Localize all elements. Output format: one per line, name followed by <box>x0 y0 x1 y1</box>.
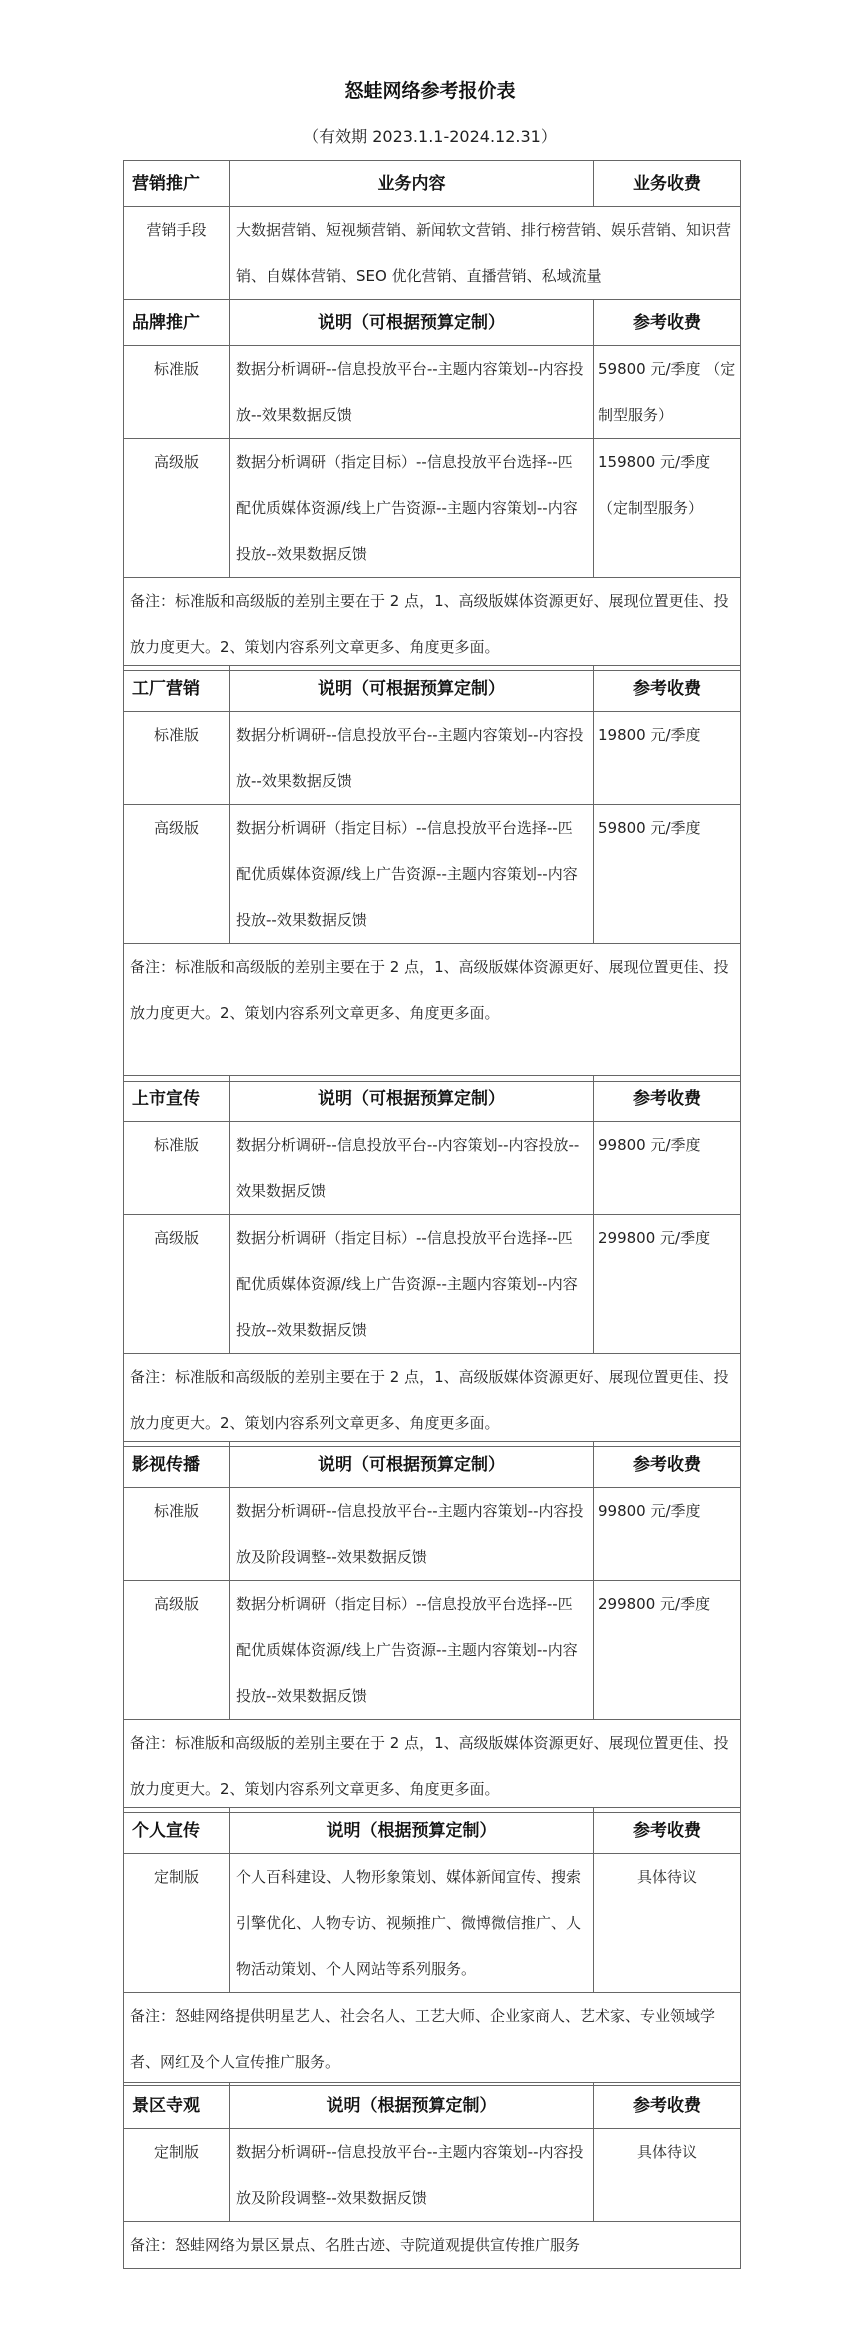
brand-adv-label: 高级版 <box>124 439 230 578</box>
personal-header: 个人宣传 <box>124 1808 230 1854</box>
scenic-desc-header: 说明（根据预算定制） <box>230 2083 594 2129</box>
scenic-header: 景区寺观 <box>124 2083 230 2129</box>
factory-header: 工厂营销 <box>124 666 230 712</box>
personal-note: 备注：怒蛙网络提供明星艺人、社会名人、工艺大师、企业家商人、艺术家、专业领域学者、网红及个人宣传推广服务。 <box>124 1993 741 2086</box>
marketing-table <box>123 160 741 300</box>
scenic-fee-header: 参考收费 <box>594 2083 741 2129</box>
film-adv-desc: 数据分析调研（指定目标）--信息投放平台选择--匹配优质媒体资源/线上广告资源--主题内容策划--内容投放--效果数据反馈 <box>230 1581 594 1720</box>
scenic-row-desc: 数据分析调研--信息投放平台--主题内容策划--内容投放及阶段调整--效果数据反馈 <box>230 2129 594 2222</box>
film-fee-header: 参考收费 <box>594 1442 741 1488</box>
factory-table <box>123 665 741 1082</box>
listing-note: 备注：标准版和高级版的差别主要在于 2 点，1、高级版媒体资源更好、展现位置更佳、投放力度更大。2、策划内容系列文章更多、角度更多面。 <box>124 1354 741 1447</box>
personal-row-label: 定制版 <box>124 1854 230 1993</box>
listing-desc-header: 说明（可根据预算定制） <box>230 1076 594 1122</box>
film-std-desc: 数据分析调研--信息投放平台--主题内容策划--内容投放及阶段调整--效果数据反馈 <box>230 1488 594 1581</box>
listing-adv-desc: 数据分析调研（指定目标）--信息投放平台选择--匹配优质媒体资源/线上广告资源--主题内容策划--内容投放--效果数据反馈 <box>230 1215 594 1354</box>
brand-adv-desc: 数据分析调研（指定目标）--信息投放平台选择--匹配优质媒体资源/线上广告资源--主题内容策划--内容投放--效果数据反馈 <box>230 439 594 578</box>
scenic-row-label: 定制版 <box>124 2129 230 2222</box>
scenic-row-fee: 具体待议 <box>594 2129 741 2222</box>
film-std-label: 标准版 <box>124 1488 230 1581</box>
film-table <box>123 1441 741 1813</box>
film-note: 备注：标准版和高级版的差别主要在于 2 点，1、高级版媒体资源更好、展现位置更佳、投放力度更大。2、策划内容系列文章更多、角度更多面。 <box>124 1720 741 1813</box>
listing-adv-fee: 299800 元/季度 <box>594 1215 741 1354</box>
brand-header: 品牌推广 <box>124 300 230 346</box>
listing-table <box>123 1075 741 1447</box>
brand-std-label: 标准版 <box>124 346 230 439</box>
listing-std-fee: 99800 元/季度 <box>594 1122 741 1215</box>
personal-row-fee: 具体待议 <box>594 1854 741 1993</box>
listing-std-desc: 数据分析调研--信息投放平台--内容策划--内容投放--效果数据反馈 <box>230 1122 594 1215</box>
factory-std-label: 标准版 <box>124 712 230 805</box>
listing-fee-header: 参考收费 <box>594 1076 741 1122</box>
factory-adv-label: 高级版 <box>124 805 230 944</box>
marketing-content-header: 业务内容 <box>230 161 594 207</box>
factory-fee-header: 参考收费 <box>594 666 741 712</box>
scenic-table <box>123 2082 741 2269</box>
listing-std-label: 标准版 <box>124 1122 230 1215</box>
brand-std-fee: 59800 元/季度 （定制型服务） <box>594 346 741 439</box>
personal-desc-header: 说明（根据预算定制） <box>230 1808 594 1854</box>
marketing-fee-header: 业务收费 <box>594 161 741 207</box>
factory-note: 备注：标准版和高级版的差别主要在于 2 点，1、高级版媒体资源更好、展现位置更佳、投放力度更大。2、策划内容系列文章更多、角度更多面。 <box>124 944 741 1082</box>
factory-std-desc: 数据分析调研--信息投放平台--主题内容策划--内容投放--效果数据反馈 <box>230 712 594 805</box>
film-adv-label: 高级版 <box>124 1581 230 1720</box>
film-header: 影视传播 <box>124 1442 230 1488</box>
validity-period: （有效期 2023.1.1-2024.12.31） <box>303 127 557 146</box>
marketing-header: 营销推广 <box>124 161 230 207</box>
film-std-fee: 99800 元/季度 <box>594 1488 741 1581</box>
marketing-row-content: 大数据营销、短视频营销、新闻软文营销、排行榜营销、娱乐营销、知识营销、自媒体营销、SEO 优化营销、直播营销、私域流量 <box>230 207 741 300</box>
personal-row-desc: 个人百科建设、人物形象策划、媒体新闻宣传、搜索引擎优化、人物专访、视频推广、微博微信推广、人物活动策划、个人网站等系列服务。 <box>230 1854 594 1993</box>
personal-table <box>123 1807 741 2086</box>
brand-desc-header: 说明（可根据预算定制） <box>230 300 594 346</box>
personal-fee-header: 参考收费 <box>594 1808 741 1854</box>
film-desc-header: 说明（可根据预算定制） <box>230 1442 594 1488</box>
film-adv-fee: 299800 元/季度 <box>594 1581 741 1720</box>
page-title: 怒蛙网络参考报价表 <box>344 80 516 102</box>
scenic-note: 备注：怒蛙网络为景区景点、名胜古迹、寺院道观提供宣传推广服务 <box>124 2222 741 2269</box>
listing-header: 上市宣传 <box>124 1076 230 1122</box>
brand-fee-header: 参考收费 <box>594 300 741 346</box>
brand-std-desc: 数据分析调研--信息投放平台--主题内容策划--内容投放--效果数据反馈 <box>230 346 594 439</box>
listing-adv-label: 高级版 <box>124 1215 230 1354</box>
factory-adv-desc: 数据分析调研（指定目标）--信息投放平台选择--匹配优质媒体资源/线上广告资源--主题内容策划--内容投放--效果数据反馈 <box>230 805 594 944</box>
marketing-row-label: 营销手段 <box>124 207 230 300</box>
factory-adv-fee: 59800 元/季度 <box>594 805 741 944</box>
factory-desc-header: 说明（可根据预算定制） <box>230 666 594 712</box>
brand-adv-fee: 159800 元/季度 （定制型服务） <box>594 439 741 578</box>
brand-note: 备注：标准版和高级版的差别主要在于 2 点，1、高级版媒体资源更好、展现位置更佳、投放力度更大。2、策划内容系列文章更多、角度更多面。 <box>124 578 741 671</box>
brand-table <box>123 299 741 671</box>
factory-std-fee: 19800 元/季度 <box>594 712 741 805</box>
